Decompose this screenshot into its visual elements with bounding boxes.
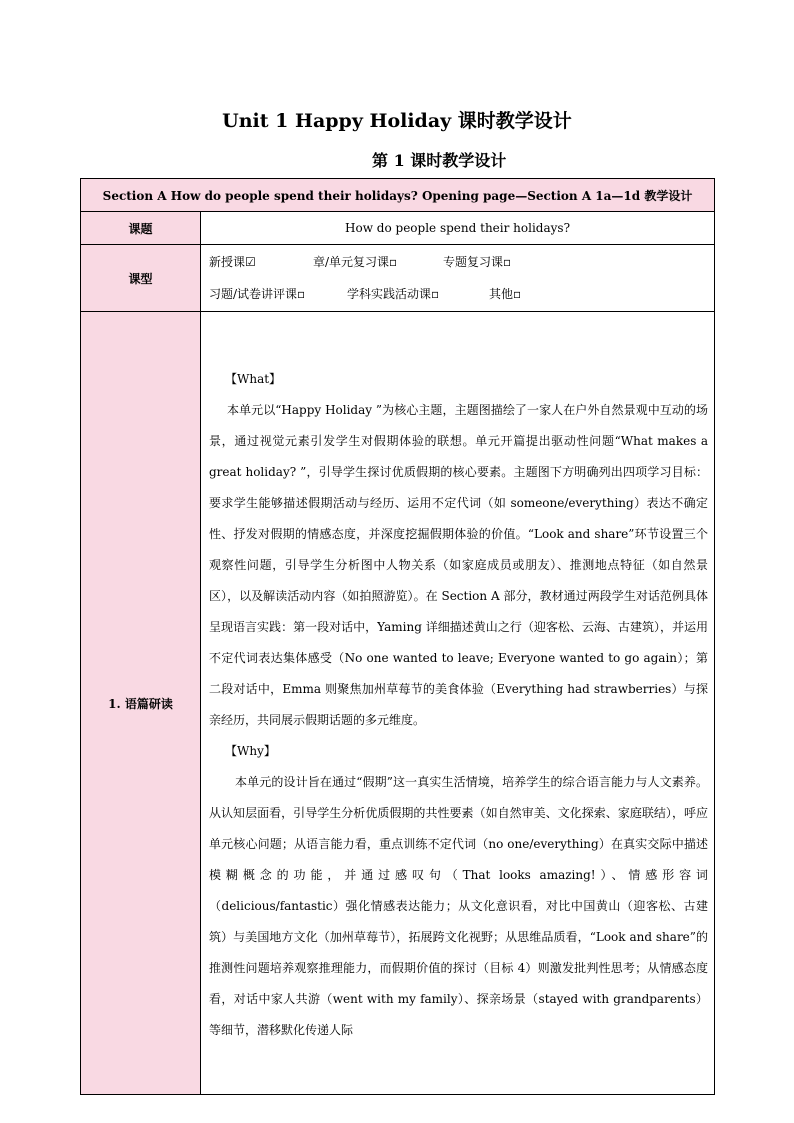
lesson-type-line-1 xyxy=(209,246,714,278)
lesson-subtitle: 第 1 课时教学设计 xyxy=(372,151,507,170)
option-topic-review: 专题复习课▫ xyxy=(443,255,512,269)
what-heading: 【What】 xyxy=(225,372,282,386)
topic-label: 课题 xyxy=(81,212,201,245)
lesson-plan-table xyxy=(80,178,715,1095)
lesson-type-options xyxy=(201,245,715,312)
lesson-type-label: 课型 xyxy=(81,245,201,312)
topic-value: How do people spend their holidays? xyxy=(201,212,715,245)
what-paragraph: 本单元以“Happy Holiday ”为核心主题，主题图描绘了一家人在户外自然景观中互动的场景，通过视觉元素引发学生对假期体验的联想。单元开篇提出驱动性问题“What makes a great holiday? ”，引导学生探讨优质假期的核心要素。主题图下方明确列出四项学习目标：要求学生能够描述假期活动与经历、运用不定代词（如 someone/everything）表达不确定性、抒发对假期的情感态度，并深度挖掘假期体验的价值。“Look and share”环节设置三个观察性问题，引导学生分析图中人物关系（如家庭成员或朋友）、推测地点特征（如自然景区），以及解读活动内容（如拍照游览）。在 Section A 部分，教材通过两段学生对话范例具体呈现语言实践：第一段对话中，Yaming 详细描述黄山之行（迎客松、云海、古建筑），并运用不定代词表达集体感受（No one wanted to leave; Everyone wanted to go again）；第二段对话中，Emma 则聚焦加州草莓节的美食体验（Everything had strawberries）与探亲经历，共同展示假期话题的多元维度。 xyxy=(209,403,709,727)
document-title: Unit 1 Happy Holiday 课时教学设计 xyxy=(222,110,572,132)
option-practice-activity: 学科实践活动课▫ xyxy=(347,287,440,301)
text-analysis-content xyxy=(201,312,715,1095)
option-new-lesson: 新授课☑ xyxy=(209,255,256,269)
why-paragraph: 本单元的设计旨在通过“假期”这一真实生活情境，培养学生的综合语言能力与人文素养。从认知层面看，引导学生分析优质假期的共性要素（如自然审美、文化探索、家庭联结），呼应单元核心问题；从语言能力看，重点训练不定代词（no one/everything）在真实交际中描述模糊概念的功能，并通过感叹句（That looks amazing!）、情感形容词（delicious/fantastic）强化情感表达能力；从文化意识看，对比中国黄山（迎客松、古建筑）与美国地方文化（加州草莓节），拓展跨文化视野；从思维品质看，“Look and share”的推测性问题培养观察推理能力，而假期价值的探讨（目标 4）则激发批判性思考；从情感态度看，对话中家人共游（went with my family）、探亲场景（stayed with grandparents）等细节，潜移默化传递人际 xyxy=(209,775,709,1037)
option-unit-review: 章/单元复习课▫ xyxy=(313,255,398,269)
option-exercise-review: 习题/试卷讲评课▫ xyxy=(209,287,306,301)
text-analysis-label: 1. 语篇研读 xyxy=(81,312,201,1095)
option-other: 其他▫ xyxy=(489,287,522,301)
why-heading: 【Why】 xyxy=(225,744,276,758)
section-heading: Section A How do people spend their holidays? Opening page—Section A 1a—1d 教学设计 xyxy=(81,179,715,212)
lesson-type-line-2 xyxy=(209,278,714,310)
